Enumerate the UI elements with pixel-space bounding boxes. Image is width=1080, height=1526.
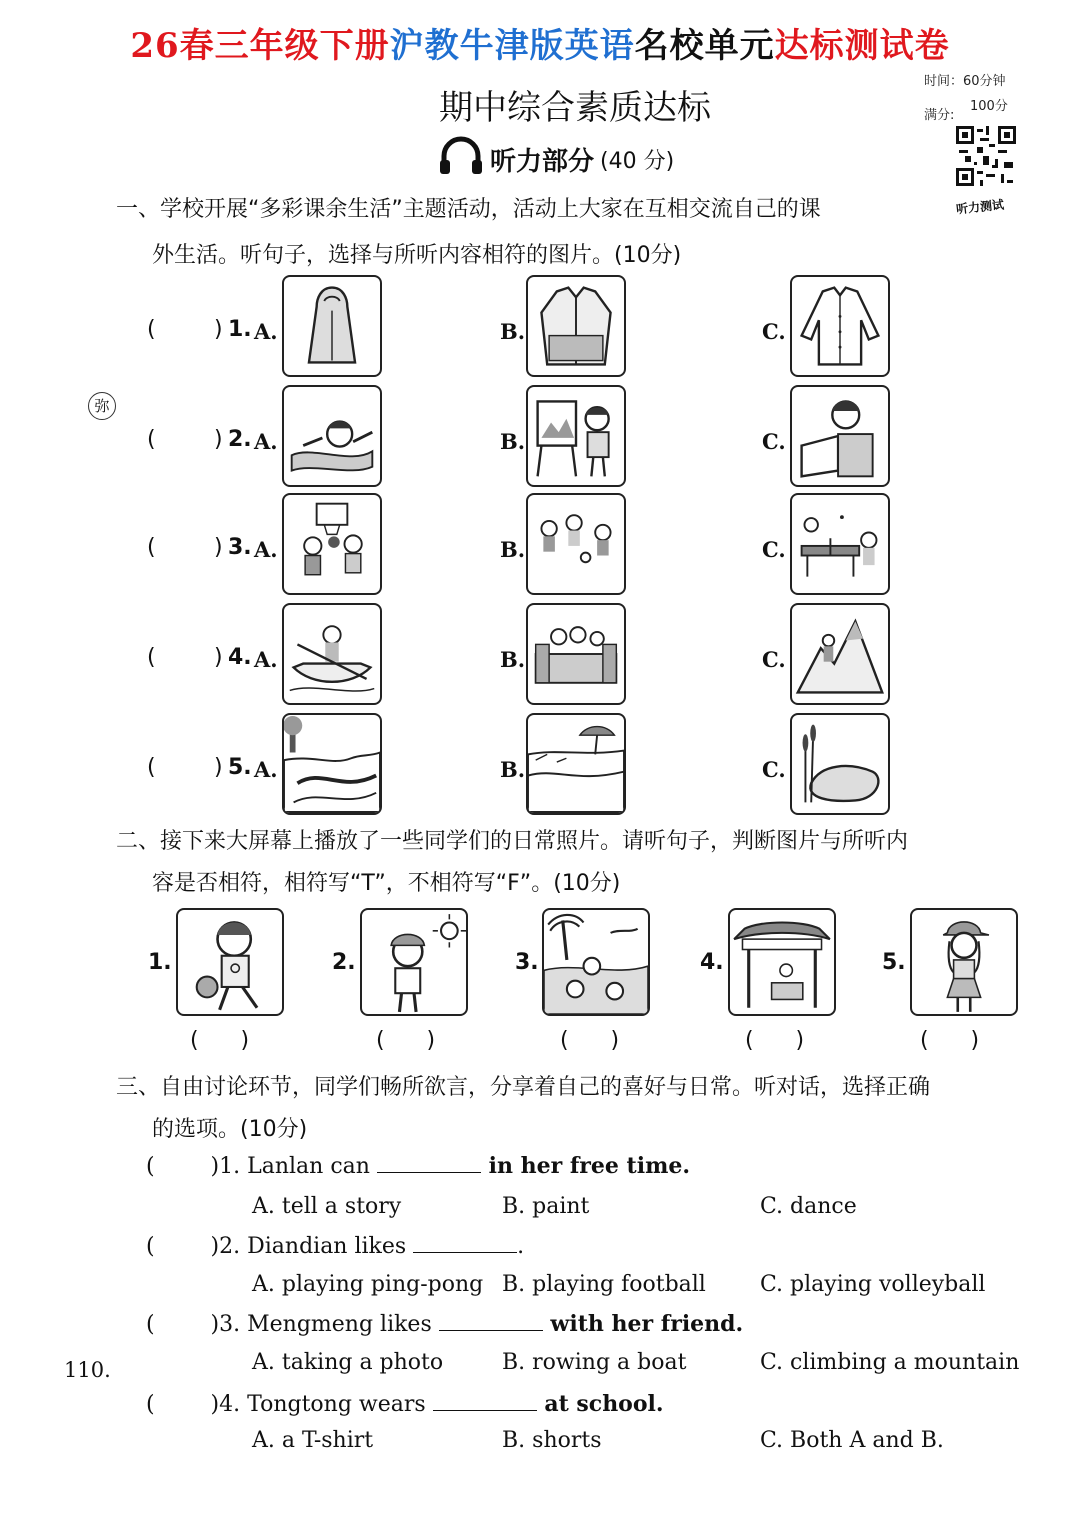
part2-instruction-line2: 容是否相符，相符写“T”，不相符写“F”。(10分) bbox=[152, 871, 621, 896]
answer-paren[interactable]: ( ) bbox=[146, 1234, 220, 1259]
picture-number: 1. bbox=[148, 950, 172, 975]
answer-option[interactable]: A. taking a photo bbox=[252, 1350, 444, 1375]
boy-reading-icon[interactable] bbox=[790, 385, 890, 487]
page-subtitle: 期中综合素质达标 bbox=[439, 88, 711, 128]
boy-basketball-icon[interactable] bbox=[176, 908, 284, 1016]
answer-option[interactable]: C. dance bbox=[760, 1194, 857, 1219]
listening-header bbox=[438, 136, 674, 183]
answer-paren[interactable]: ( ) bbox=[146, 1392, 220, 1417]
question-tail: with her friend. bbox=[542, 1311, 744, 1337]
banner-title bbox=[0, 18, 1080, 67]
option-label: A. bbox=[254, 537, 278, 562]
option-label: B. bbox=[500, 757, 526, 782]
part1-instruction-line2: 外生活。听句子，选择与所听内容相符的图片。(10分) bbox=[152, 243, 682, 268]
picture-number: 2. bbox=[332, 950, 356, 975]
option-label: A. bbox=[254, 319, 278, 344]
question-row bbox=[146, 1152, 690, 1179]
option-label: B. bbox=[500, 647, 526, 672]
option-label: A. bbox=[254, 757, 278, 782]
listening-points: (40 分) bbox=[600, 149, 675, 174]
margin-mark: 弥 bbox=[88, 392, 116, 420]
beach-icon[interactable] bbox=[526, 713, 626, 815]
question-number: 3. bbox=[228, 535, 252, 560]
question-number: 1. bbox=[228, 317, 252, 342]
answer-option[interactable]: A. a T-shirt bbox=[252, 1428, 374, 1453]
climbing-mountain-icon[interactable] bbox=[790, 603, 890, 705]
boy-painting-icon[interactable] bbox=[526, 385, 626, 487]
qr-label: 听力测试 bbox=[955, 197, 1005, 217]
question-stem: 2. Diandian likes bbox=[219, 1234, 414, 1259]
fill-blank[interactable] bbox=[439, 1310, 543, 1331]
option-label: C. bbox=[762, 647, 786, 672]
page-number: 110. bbox=[64, 1358, 111, 1382]
option-label: C. bbox=[762, 757, 786, 782]
pavilion-icon[interactable] bbox=[728, 908, 836, 1016]
listening-title: 听力部分 bbox=[490, 147, 595, 177]
answer-option[interactable]: B. paint bbox=[502, 1194, 590, 1219]
picture-number: 5. bbox=[882, 950, 906, 975]
football-icon[interactable] bbox=[526, 493, 626, 595]
question-number: 4. bbox=[228, 645, 252, 670]
option-label: C. bbox=[762, 537, 786, 562]
answer-paren-open: ( bbox=[147, 645, 156, 670]
time-value: 60分钟 bbox=[963, 74, 1006, 89]
answer-paren-open: ( bbox=[147, 427, 156, 452]
option-label: A. bbox=[254, 429, 278, 454]
answer-option[interactable]: A. playing ping-pong bbox=[252, 1272, 484, 1297]
fill-blank[interactable] bbox=[413, 1232, 517, 1253]
answer-blank[interactable]: ( ) bbox=[920, 1028, 980, 1053]
answer-paren[interactable]: ( ) bbox=[146, 1154, 220, 1179]
score-value: 100分 bbox=[970, 99, 1008, 114]
option-label: A. bbox=[254, 647, 278, 672]
answer-blank[interactable]: ( ) bbox=[560, 1028, 620, 1053]
jacket-icon[interactable] bbox=[526, 275, 626, 377]
part2-instruction-line1: 二、接下来大屏幕上播放了一些同学们的日常照片。请听句子，判断图片与所听内 bbox=[116, 829, 909, 854]
question-row bbox=[146, 1390, 664, 1417]
rowing-boat-icon[interactable] bbox=[282, 603, 382, 705]
raincoat-icon[interactable] bbox=[282, 275, 382, 377]
answer-blank[interactable]: ( ) bbox=[745, 1028, 805, 1053]
question-stem: 4. Tongtong wears bbox=[219, 1392, 433, 1417]
answer-option[interactable]: B. shorts bbox=[502, 1428, 602, 1453]
answer-paren-close: ) bbox=[214, 317, 223, 342]
question-stem: 3. Mengmeng likes bbox=[219, 1312, 439, 1337]
option-label: B. bbox=[500, 319, 526, 344]
banner-part4: 达标测试卷 bbox=[774, 26, 950, 66]
answer-option[interactable]: C. climbing a mountain bbox=[760, 1350, 1020, 1375]
answer-paren-open: ( bbox=[147, 755, 156, 780]
option-label: B. bbox=[500, 537, 526, 562]
part1-instruction-line1: 一、学校开展“多彩课余生活”主题活动，活动上大家在互相交流自己的课 bbox=[116, 197, 821, 222]
answer-option[interactable]: A. tell a story bbox=[252, 1194, 402, 1219]
answer-option[interactable]: C. playing volleyball bbox=[760, 1272, 986, 1297]
time-label: 时间： bbox=[924, 74, 964, 89]
answer-option[interactable]: B. rowing a boat bbox=[502, 1350, 687, 1375]
answer-blank[interactable]: ( ) bbox=[190, 1028, 250, 1053]
answer-paren-close: ) bbox=[214, 427, 223, 452]
time-meta bbox=[924, 70, 1006, 89]
fill-blank[interactable] bbox=[433, 1390, 537, 1411]
picture-number: 4. bbox=[700, 950, 724, 975]
question-tail: in her free time. bbox=[480, 1153, 690, 1179]
river-icon[interactable] bbox=[282, 713, 382, 815]
banner-part1: 26春三年级下册 bbox=[130, 26, 390, 66]
question-row bbox=[146, 1232, 524, 1259]
banner-part3: 名校单元 bbox=[634, 26, 775, 66]
answer-paren-close: ) bbox=[214, 645, 223, 670]
girl-cap-icon[interactable] bbox=[910, 908, 1018, 1016]
question-number: 5. bbox=[228, 755, 252, 780]
kids-swimming-icon[interactable] bbox=[542, 908, 650, 1016]
part3-instruction-line2: 的选项。(10分) bbox=[152, 1117, 308, 1142]
answer-option[interactable]: C. Both A and B. bbox=[760, 1428, 944, 1453]
banner-part2: 沪教牛津版英语 bbox=[389, 26, 635, 66]
answer-paren-open: ( bbox=[147, 535, 156, 560]
picture-number: 3. bbox=[515, 950, 539, 975]
answer-option[interactable]: B. playing football bbox=[502, 1272, 706, 1297]
score-label: 满分: bbox=[924, 108, 955, 123]
option-label: B. bbox=[500, 429, 526, 454]
question-tail: . bbox=[517, 1234, 525, 1259]
family-sofa-icon[interactable] bbox=[526, 603, 626, 705]
fill-blank[interactable] bbox=[377, 1152, 481, 1173]
basketball-icon[interactable] bbox=[282, 493, 382, 595]
answer-paren-close: ) bbox=[214, 755, 223, 780]
answer-paren-close: ) bbox=[214, 535, 223, 560]
option-label: C. bbox=[762, 429, 786, 454]
question-row bbox=[146, 1310, 743, 1337]
swimming-boy-icon[interactable] bbox=[282, 385, 382, 487]
shirt-icon[interactable] bbox=[790, 275, 890, 377]
boy-sunny-icon[interactable] bbox=[360, 908, 468, 1016]
answer-blank[interactable]: ( ) bbox=[376, 1028, 436, 1053]
option-label: C. bbox=[762, 319, 786, 344]
headphones-icon bbox=[438, 136, 484, 183]
question-number: 2. bbox=[228, 427, 252, 452]
answer-paren-open: ( bbox=[147, 317, 156, 342]
ping-pong-icon[interactable] bbox=[790, 493, 890, 595]
part3-instruction-line1: 三、自由讨论环节，同学们畅所欲言，分享着自己的喜好与日常。听对话，选择正确 bbox=[116, 1075, 931, 1100]
question-tail: at school. bbox=[536, 1391, 664, 1417]
qr-code[interactable] bbox=[956, 126, 1016, 196]
question-stem: 1. Lanlan can bbox=[219, 1154, 377, 1179]
answer-paren[interactable]: ( ) bbox=[146, 1312, 220, 1337]
lake-icon[interactable] bbox=[790, 713, 890, 815]
